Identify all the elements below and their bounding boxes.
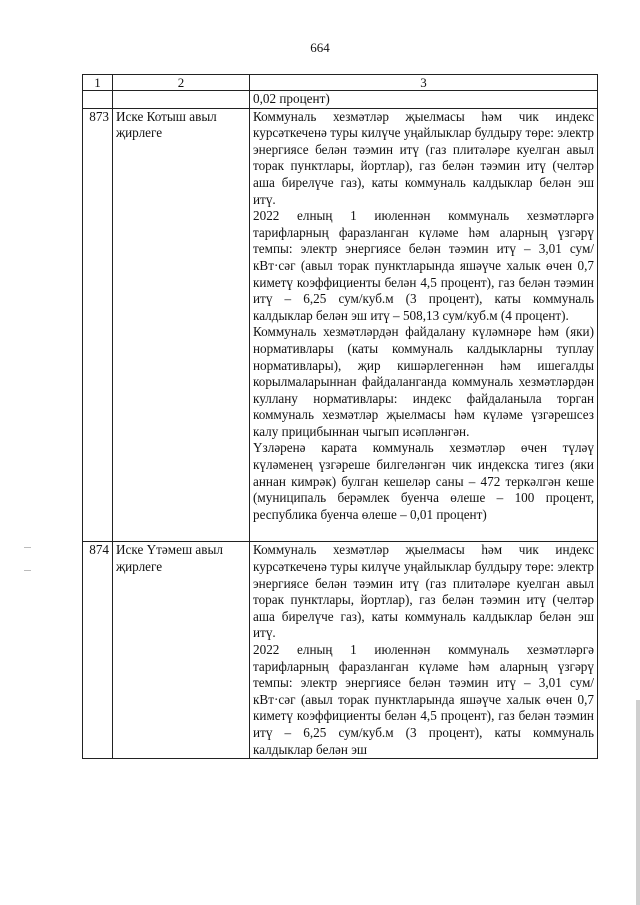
scan-edge-shadow <box>636 700 640 905</box>
scan-margin-mark <box>24 547 31 548</box>
description-paragraph: Коммуналь хезмәтләр җыелмасы һәм чик индекс курсәткеченә туры килүче уңайлыклар булдыру төре: электр энергиясе белән тәэмин итү (газ плитәләре куелган авыл торак пунктлары, йортлар), газ белән тәэмин итү (челтәр аша бирелүче газ), каты коммуналь калдыклар белән эш итү. <box>253 542 594 641</box>
description-paragraph: 2022 елның 1 июленнән коммуналь хезмәтләргә тарифларның фаразланган күләме һәм аларның үзгәрү темпы: электр энергиясе белән тәэмин итү – 3,01 сум/кВт·сәг (авыл торак пунктларында яшәүче халык өчен 0,7 киметү коэффициенты белән 4,5 процент), газ белән тәэмин итү – 6,25 сум/куб.м (3 процент), каты коммуналь калдыклар белән эш <box>253 642 594 757</box>
column-header: 3 <box>250 75 598 91</box>
column-header: 1 <box>83 75 113 91</box>
row-description <box>250 542 598 759</box>
row-description <box>250 108 598 542</box>
description-paragraph: 2022 елның 1 июленнән коммуналь хезмәтләргә тарифларның фаразланган күләме һәм аларның үзгәрү темпы: электр энергиясе белән тәэмин итү – 3,01 сум/кВт·сәг (авыл торак пунктларында яшәүче халык өчен 0,7 киметү коэффициенты белән 4,5 процент), газ белән тәэмин итү – 6,25 сум/куб.м (3 процент), каты коммуналь калдыклар белән эш итү – 508,13 сум/куб.м (4 процент). <box>253 208 594 323</box>
row-number: 874 <box>83 542 113 759</box>
settlement-name: Иске Үтәмеш авыл җирлеге <box>113 542 250 759</box>
column-header: 2 <box>113 75 250 91</box>
page-number: 664 <box>310 40 330 55</box>
document-table <box>82 74 598 759</box>
description-paragraph: Коммуналь хезмәтләрдән файдалану күләмнәре һәм (яки) нормативлары (каты коммуналь калдыкларны туплау нормативлары), җир кишәрлегеннән һәм ишегалды корылмаларыннан файдаланганда коммуналь хезмәтләрдән куллану нормативлары: индекс файдаланыла торган коммуналь хезмәтләр җыелмасы һәм күләме үзгәрешсез калу прицибыннан чыгып исәпләнгән. <box>253 324 594 439</box>
table-header-row <box>83 75 598 91</box>
table-row <box>83 542 598 759</box>
settlement-name: Иске Котыш авыл җирлеге <box>113 108 250 542</box>
scan-margin-mark <box>24 570 31 571</box>
description-paragraph: Коммуналь хезмәтләр җыелмасы һәм чик индекс курсәткеченә туры килүче уңайлыклар булдыру төре: электр энергиясе белән тәэмин итү (газ плитәләре куелган авыл торак пунктлары, йортлар), газ белән тәэмин итү (челтәр аша бирелүче газ), каты коммуналь калдыклар белән эш итү. <box>253 108 594 207</box>
row-number: 873 <box>83 108 113 542</box>
continuation-text: 0,02 процент) <box>250 91 598 109</box>
description-paragraph: Үзләренә карата коммуналь хезмәтләр өчен түләү күләменең үзгәреше билгеләнгән чик индекска тигез (яки аннан кимрәк) булган кешеләр саны – 472 теркәлгән кеше (муниципаль берәмлек буенча өлеше – 100 процент, республика буенча өлеше – 0,01 процент) <box>253 440 594 522</box>
table-row <box>83 108 598 542</box>
continuation-row <box>83 91 598 109</box>
